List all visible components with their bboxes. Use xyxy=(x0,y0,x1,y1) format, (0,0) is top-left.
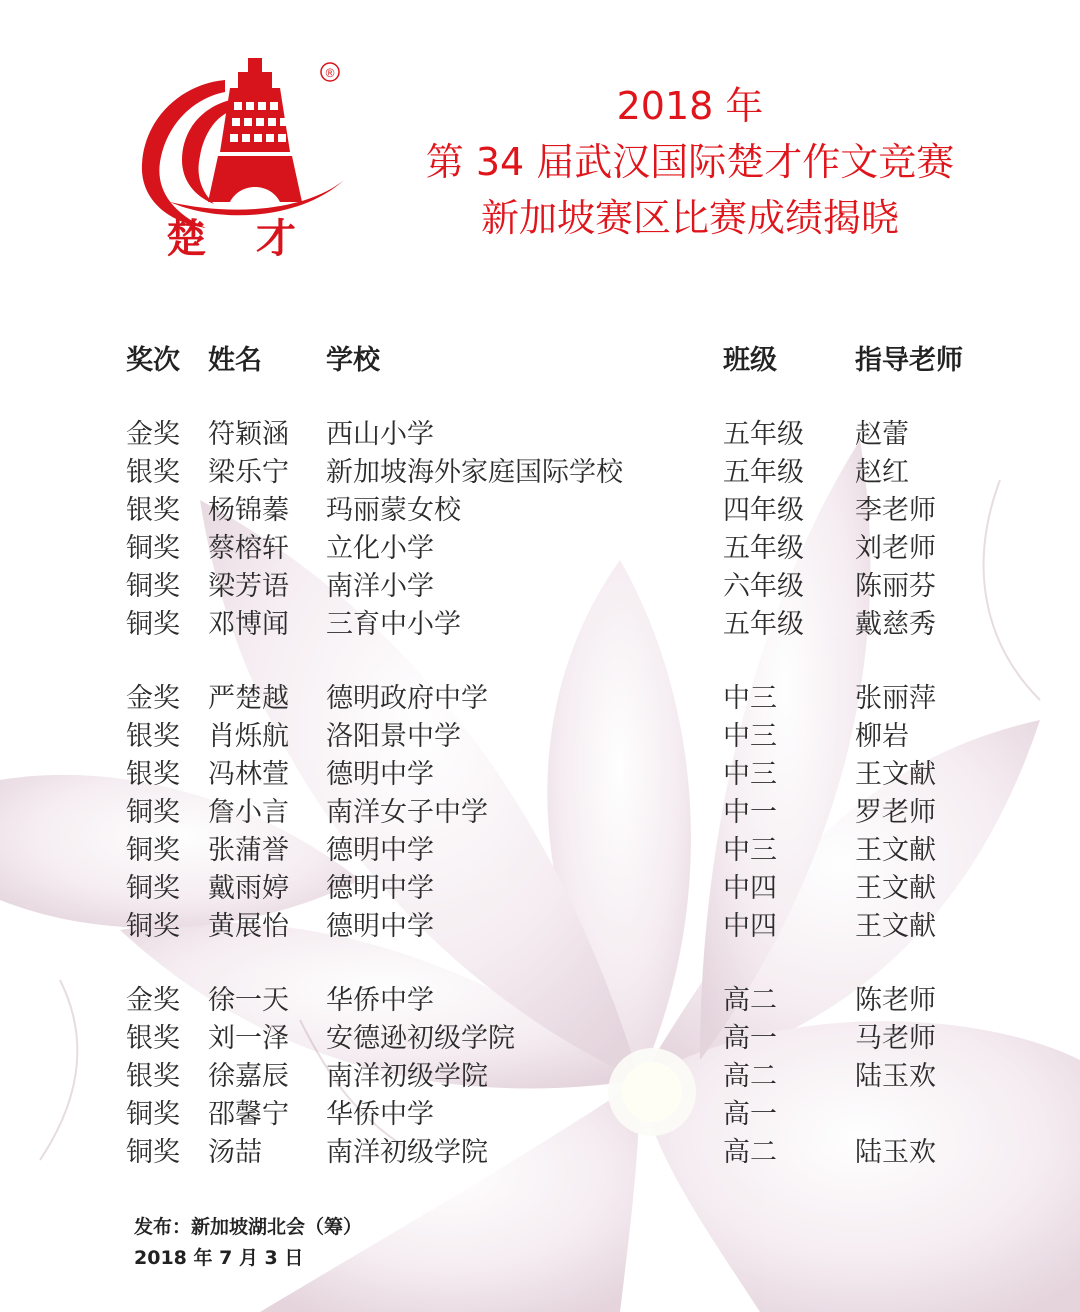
name-cell: 邵馨宁 xyxy=(208,1099,289,1130)
teacher-cell: 陈丽芬 xyxy=(855,571,936,602)
school-cell: 德明中学 xyxy=(326,911,434,942)
teacher-cell: 罗老师 xyxy=(855,797,936,828)
award-cell: 铜奖 xyxy=(126,1099,180,1130)
school-cell: 南洋初级学院 xyxy=(326,1061,488,1092)
grade-cell: 中三 xyxy=(723,683,777,714)
award-cell: 铜奖 xyxy=(126,571,180,602)
award-cell: 铜奖 xyxy=(126,911,180,942)
table-row xyxy=(126,756,1026,794)
grade-cell: 中三 xyxy=(723,721,777,752)
award-cell: 银奖 xyxy=(126,1023,180,1054)
table-row xyxy=(126,454,1026,492)
name-cell: 梁乐宁 xyxy=(208,457,289,488)
award-cell: 银奖 xyxy=(126,457,180,488)
name-cell: 肖烁航 xyxy=(208,721,289,752)
award-cell: 金奖 xyxy=(126,419,180,450)
name-cell: 杨锦蓁 xyxy=(208,495,289,526)
table-header xyxy=(126,342,1026,388)
title-results: 新加坡赛区比赛成绩揭晓 xyxy=(480,196,899,240)
title-competition: 第 34 届武汉国际楚才作文竞赛 xyxy=(425,140,955,184)
teacher-cell: 陆玉欢 xyxy=(855,1061,936,1092)
table-row xyxy=(126,794,1026,832)
title-block xyxy=(400,78,980,246)
table-row xyxy=(126,1134,1026,1172)
school-cell: 西山小学 xyxy=(326,419,434,450)
chucai-logo xyxy=(130,52,360,262)
results-groups xyxy=(126,416,1026,1172)
grade-cell: 高一 xyxy=(723,1023,777,1054)
school-cell: 德明中学 xyxy=(326,873,434,904)
table-row xyxy=(126,870,1026,908)
award-cell: 银奖 xyxy=(126,1061,180,1092)
school-cell: 三育中小学 xyxy=(326,609,461,640)
header-name: 姓名 xyxy=(208,345,262,376)
grade-cell: 中四 xyxy=(723,873,777,904)
grade-cell: 高二 xyxy=(723,1061,777,1092)
grade-cell: 中四 xyxy=(723,911,777,942)
school-cell: 德明政府中学 xyxy=(326,683,488,714)
grade-cell: 中一 xyxy=(723,797,777,828)
school-cell: 德明中学 xyxy=(326,835,434,866)
teacher-cell: 刘老师 xyxy=(855,533,936,564)
table-row xyxy=(126,832,1026,870)
publisher: 发布：新加坡湖北会（筹） xyxy=(134,1216,363,1238)
logo-caption: 楚 才 xyxy=(166,216,314,262)
group-spacer xyxy=(126,946,1026,982)
teacher-cell: 赵蕾 xyxy=(855,419,909,450)
name-cell: 詹小言 xyxy=(208,797,289,828)
award-cell: 金奖 xyxy=(126,985,180,1016)
school-cell: 华侨中学 xyxy=(326,985,434,1016)
teacher-cell: 王文献 xyxy=(855,911,936,942)
school-cell: 洛阳景中学 xyxy=(326,721,461,752)
table-row xyxy=(126,1058,1026,1096)
name-cell: 徐一天 xyxy=(208,985,289,1016)
award-cell: 铜奖 xyxy=(126,533,180,564)
teacher-cell: 柳岩 xyxy=(855,721,909,752)
grade-cell: 四年级 xyxy=(723,495,804,526)
table-row xyxy=(126,718,1026,756)
grade-cell: 中三 xyxy=(723,759,777,790)
header-school: 学校 xyxy=(326,345,380,376)
table-row xyxy=(126,1020,1026,1058)
grade-cell: 五年级 xyxy=(723,533,804,564)
name-cell: 蔡榕轩 xyxy=(208,533,289,564)
table-row xyxy=(126,908,1026,946)
name-cell: 汤喆 xyxy=(208,1137,262,1168)
teacher-cell: 赵红 xyxy=(855,457,909,488)
name-cell: 严楚越 xyxy=(208,683,289,714)
name-cell: 戴雨婷 xyxy=(208,873,289,904)
grade-cell: 高一 xyxy=(723,1099,777,1130)
grade-cell: 高二 xyxy=(723,1137,777,1168)
table-row xyxy=(126,416,1026,454)
table-row xyxy=(126,1096,1026,1134)
teacher-cell: 王文献 xyxy=(855,759,936,790)
name-cell: 符颖涵 xyxy=(208,419,289,450)
school-cell: 立化小学 xyxy=(326,533,434,564)
grade-cell: 五年级 xyxy=(723,609,804,640)
grade-cell: 高二 xyxy=(723,985,777,1016)
results-table xyxy=(126,342,1026,1172)
header-award: 奖次 xyxy=(126,345,180,376)
award-cell: 铜奖 xyxy=(126,873,180,904)
award-cell: 银奖 xyxy=(126,721,180,752)
school-cell: 华侨中学 xyxy=(326,1099,434,1130)
table-row xyxy=(126,680,1026,718)
award-cell: 银奖 xyxy=(126,495,180,526)
teacher-cell: 张丽萍 xyxy=(855,683,936,714)
award-cell: 铜奖 xyxy=(126,835,180,866)
school-cell: 德明中学 xyxy=(326,759,434,790)
teacher-cell: 李老师 xyxy=(855,495,936,526)
table-row xyxy=(126,530,1026,568)
award-cell: 金奖 xyxy=(126,683,180,714)
grade-cell: 五年级 xyxy=(723,457,804,488)
award-cell: 银奖 xyxy=(126,759,180,790)
grade-cell: 五年级 xyxy=(723,419,804,450)
award-cell: 铜奖 xyxy=(126,1137,180,1168)
table-row xyxy=(126,568,1026,606)
header-grade: 班级 xyxy=(723,345,777,376)
group-spacer xyxy=(126,644,1026,680)
teacher-cell: 戴慈秀 xyxy=(855,609,936,640)
teacher-cell: 马老师 xyxy=(855,1023,936,1054)
teacher-cell: 王文献 xyxy=(855,873,936,904)
registered-mark: ® xyxy=(325,66,335,80)
award-cell: 铜奖 xyxy=(126,797,180,828)
footer xyxy=(134,1212,362,1274)
name-cell: 冯林萱 xyxy=(208,759,289,790)
name-cell: 张蒲誉 xyxy=(208,835,289,866)
name-cell: 梁芳语 xyxy=(208,571,289,602)
table-row xyxy=(126,606,1026,644)
name-cell: 刘一泽 xyxy=(208,1023,289,1054)
school-cell: 南洋小学 xyxy=(326,571,434,602)
title-year: 2018 年 xyxy=(616,84,764,128)
teacher-cell: 陆玉欢 xyxy=(855,1137,936,1168)
school-cell: 南洋初级学院 xyxy=(326,1137,488,1168)
school-cell: 安德逊初级学院 xyxy=(326,1023,515,1054)
name-cell: 邓博闻 xyxy=(208,609,289,640)
teacher-cell: 王文献 xyxy=(855,835,936,866)
school-cell: 南洋女子中学 xyxy=(326,797,488,828)
award-cell: 铜奖 xyxy=(126,609,180,640)
school-cell: 玛丽蒙女校 xyxy=(326,495,461,526)
header-teacher: 指导老师 xyxy=(855,345,963,376)
school-cell: 新加坡海外家庭国际学校 xyxy=(326,457,623,488)
name-cell: 黄展怡 xyxy=(208,911,289,942)
grade-cell: 六年级 xyxy=(723,571,804,602)
table-row xyxy=(126,982,1026,1020)
name-cell: 徐嘉辰 xyxy=(208,1061,289,1092)
grade-cell: 中三 xyxy=(723,835,777,866)
teacher-cell: 陈老师 xyxy=(855,985,936,1016)
publish-date: 2018 年 7 月 3 日 xyxy=(134,1247,304,1269)
table-row xyxy=(126,492,1026,530)
